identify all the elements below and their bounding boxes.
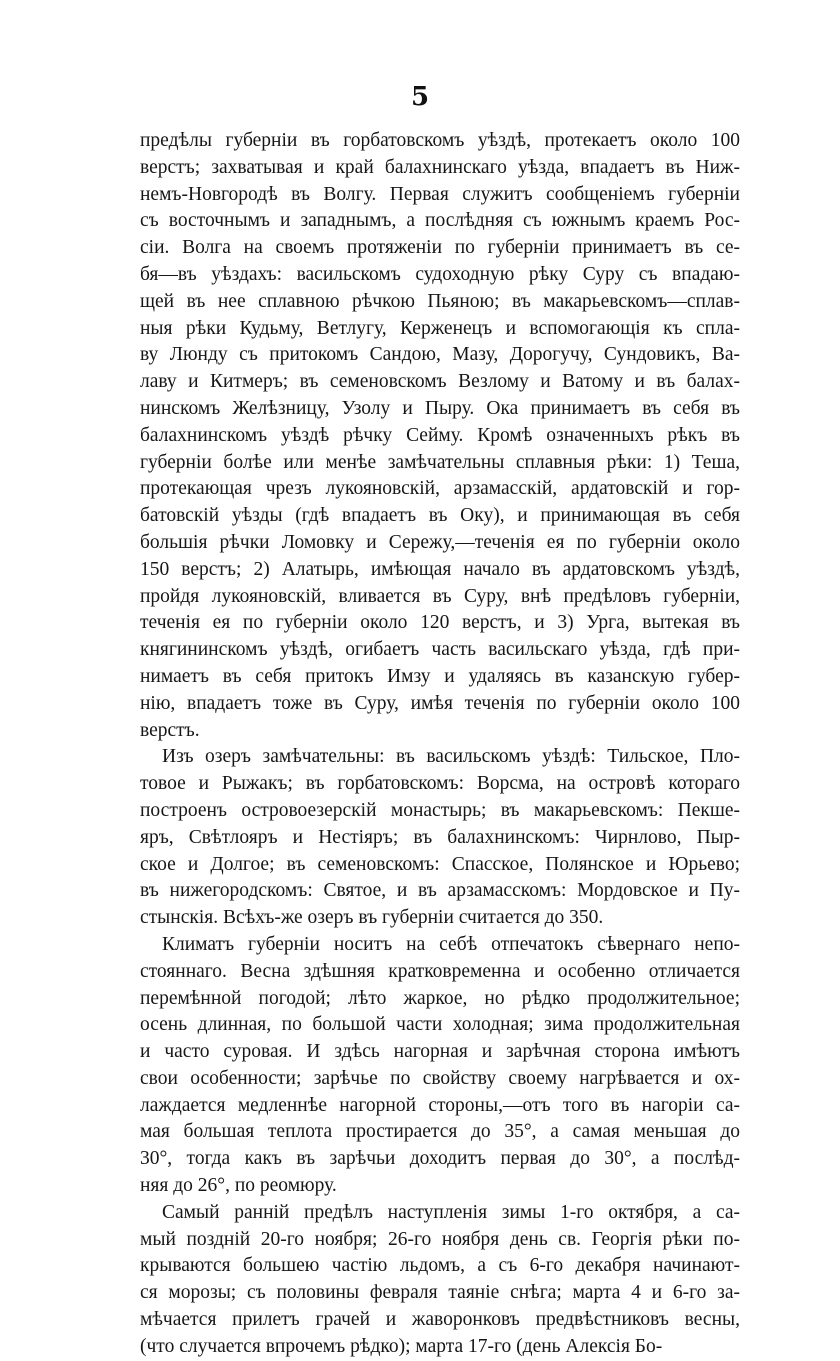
text-line: Климатъ губерніи носитъ на себѣ отпечатокъ сѣвернаго непо- (162, 933, 740, 955)
paragraph (140, 744, 740, 932)
text-line: 30°, тогда какъ въ зарѣчьи доходитъ первая до 30°, а послѣд- (140, 1148, 740, 1170)
text-line: верстъ; захватывая и край балахнинскаго уѣзда, впадаетъ въ Ниж- (140, 156, 740, 178)
text-line: перемѣнной погодой; лѣто жаркое, но рѣдко продолжительное; (140, 987, 740, 1009)
text-line: нію, впадаетъ тоже въ Суру, имѣя теченія по губерніи около 100 (140, 692, 740, 714)
text-line: мый поздній 20-го ноября; 26-го ноября день св. Георгія рѣки по- (140, 1228, 740, 1250)
text-line: съ восточнымъ и западнымъ, а послѣдняя съ южнымъ краемъ Рос- (140, 210, 740, 232)
page-number: 5 (410, 82, 430, 112)
text-line: балахнинскомъ уѣздѣ рѣчку Сейму. Кромѣ означенныхъ рѣкъ въ (140, 424, 740, 446)
text-line: щей въ нее сплавною рѣчкою Пьяною; въ макарьевскомъ—сплав- (140, 290, 740, 312)
text-line: мѣчается прилетъ грачей и жаворонковъ предвѣстниковъ весны, (140, 1309, 740, 1331)
text-line: товое и Рыжакъ; въ горбатовскомъ: Ворсма, на островѣ котораго (140, 773, 740, 795)
text-line: сіи. Волга на своемъ протяженіи по губерніи принимаетъ въ се- (140, 237, 740, 259)
text-line: пройдя лукояновскій, вливается въ Суру, внѣ предѣловъ губерніи, (140, 585, 740, 607)
text-line: лаву и Китмеръ; въ семеновскомъ Везлому и Ватому и въ балах- (140, 371, 740, 393)
paragraph (140, 932, 740, 1200)
paragraph (140, 1200, 740, 1361)
text-line: Самый ранній предѣлъ наступленія зимы 1-го октября, а са- (162, 1201, 740, 1223)
text-line: большія рѣчки Ломовку и Сережу,—теченія ея по губерніи около (140, 531, 740, 553)
paragraph (140, 128, 740, 744)
text-line: крываются большею частію льдомъ, а съ 6-го декабря начинают- (140, 1255, 740, 1277)
text-line: осень длинная, по большой части холодная; зима продолжительная (140, 1014, 740, 1036)
text-line: бя—въ уѣздахъ: васильскомъ судоходную рѣку Суру съ впадаю- (140, 263, 740, 285)
text-line: предѣлы губерніи въ горбатовскомъ уѣздѣ, протекаетъ около 100 (140, 130, 740, 151)
text-line: губерніи болѣе или менѣе замѣчательны сплавныя рѣки: 1) Теша, (140, 451, 740, 473)
text-line: свои особенности; зарѣчье по свойству своему нагрѣвается и ох- (140, 1067, 740, 1089)
text-line: ву Люнду съ притокомъ Сандою, Мазу, Дорогучу, Сундовикъ, Ва- (140, 344, 740, 366)
text-line: стынскія. Всѣхъ-же озеръ въ губерніи считается до 350. (140, 907, 604, 929)
text-line: въ нижегородскомъ: Святое, и въ арзамасскомъ: Мордовское и Пу- (140, 880, 740, 902)
text-line: стояннаго. Весна здѣшняя кратковременна и особенно отличается (140, 960, 740, 982)
text-line: (что случается впрочемъ рѣдко); марта 17-го (день Алексія Бо- (140, 1335, 663, 1357)
text-line: протекающая чрезъ лукояновскій, арзамасскій, ардатовскій и гор- (140, 478, 740, 500)
page-text (140, 128, 740, 1361)
text-line: Изъ озеръ замѣчательны: въ васильскомъ уѣздѣ: Тильское, Пло- (162, 746, 740, 768)
text-line: ныя рѣки Кудьму, Ветлугу, Керженецъ и вспомогающія къ спла- (140, 317, 740, 339)
text-line: нимаетъ въ себя притокъ Имзу и удаляясь въ казанскую губер- (140, 665, 740, 687)
text-line: няя до 26°, по реомюру. (140, 1175, 337, 1197)
text-line: мая большая теплота простирается до 35°, а самая меньшая до (140, 1121, 740, 1143)
text-line: княгининскомъ уѣздѣ, огибаетъ часть васильскаго уѣзда, гдѣ при- (140, 639, 740, 661)
text-line: 150 верстъ; 2) Алатырь, имѣющая начало въ ардатовскомъ уѣздѣ, (140, 558, 740, 580)
text-line: ся морозы; съ половины февраля таяніе снѣга; марта 4 и 6-го за- (140, 1282, 740, 1304)
text-line: ское и Долгое; въ семеновскомъ: Спасское, Полянское и Юрьево; (140, 853, 740, 875)
text-line: батовскій уѣзды (гдѣ впадаетъ въ Оку), и принимающая въ себя (140, 505, 740, 527)
text-line: нинскомъ Желѣзницу, Узолу и Пыру. Ока принимаетъ въ себя въ (140, 397, 740, 419)
text-line: и часто суровая. И здѣсь нагорная и зарѣчная сторона имѣютъ (140, 1041, 740, 1063)
text-line: яръ, Свѣтлояръ и Нестіяръ; въ балахнинскомъ: Чирнлово, Пыр- (140, 826, 740, 848)
text-line: верстъ. (140, 719, 200, 741)
text-line: лаждается медленнѣе нагорной стороны,—отъ того въ нагоріи са- (140, 1094, 740, 1116)
text-line: немъ-Новгородѣ въ Волгу. Первая служитъ сообщеніемъ губерніи (140, 183, 740, 205)
text-line: теченія ея по губерніи около 120 верстъ, и 3) Урга, вытекая въ (140, 612, 740, 634)
text-line: построенъ островоезерскій монастырь; въ макарьевскомъ: Пекше- (140, 799, 740, 821)
